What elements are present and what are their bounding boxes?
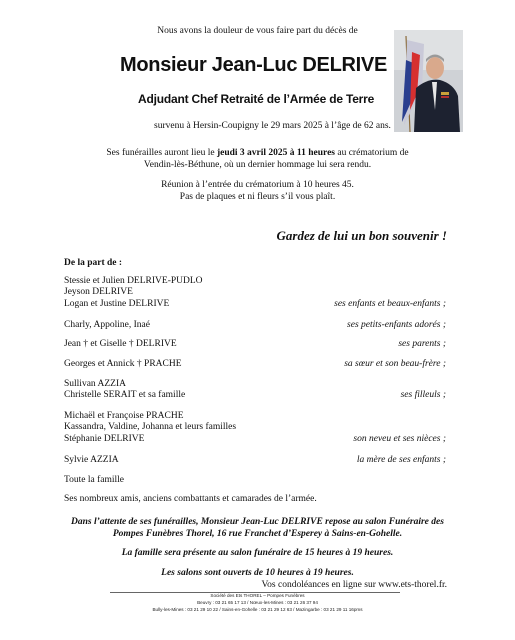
death-notice: survenu à Hersin-Coupigny le 29 mars 2025 à l’âge de 62 ans. [154, 121, 391, 131]
footer-phones-2: Bully-les-Mines : 03 21 29 10 22 / Sains-en-Gohelle : 03 21 29 12 63 / Mazingarbe : 03 21 29 11 16pms [152, 607, 363, 612]
family-group-sister: Georges et Annick † PRACHE sa sœur et son beau-frère ; [64, 359, 446, 369]
family-group-grandchildren: Charly, Appoline, Inaé ses petits-enfants adorés ; [64, 320, 446, 330]
salon-notice: Dans l’attente de ses funérailles, Monsieur Jean-Luc DELRIVE repose au salon Funéraire des Pompes Funèbres Thorel, 16 rue Franchet d’Esperey à Sains-en-Gohelle. [71, 517, 444, 539]
family-group-parents: Jean † et Giselle † DELRIVE ses parents ; [64, 339, 446, 349]
deceased-rank: Adjudant Chef Retraité de l’Armée de Terre [138, 92, 375, 106]
family-group-mother: Sylvie AZZIA la mère de ses enfants ; [64, 455, 446, 465]
relation-label: sa sœur et son beau-frère ; [344, 359, 446, 369]
relation-label: la mère de ses enfants ; [356, 455, 446, 465]
intro-text: Nous avons la douleur de vous faire part du décès de [157, 26, 358, 36]
from-heading: De la part de : [64, 258, 123, 268]
reunion-line-1: Réunion à l’entrée du crématorium à 10 heures 45. [161, 180, 354, 190]
family-presence: La famille sera présente au salon funéraire de 15 heures à 19 heures. [121, 548, 394, 558]
funeral-line-1: Ses funérailles auront lieu le jeudi 3 avril 2025 à 11 heures au crématorium de [106, 148, 409, 158]
funeral-date: jeudi 3 avril 2025 à 11 heures [216, 148, 335, 158]
family-group-nephews: Michaël et Françoise PRACHE Kassandra, Valdine, Johanna et leurs familles Stéphanie DELRIVE son neveu et ses nièces ; [64, 411, 446, 444]
deceased-name: Monsieur Jean-Luc DELRIVE [120, 54, 387, 76]
whole-family: Toute la famille [64, 475, 125, 485]
salon-hours: Les salons sont ouverts de 10 heures à 19 heures. [161, 568, 354, 578]
family-group-children: Stessie et Julien DELRIVE-PUDLO Jeyson DELRIVE Logan et Justine DELRIVE ses enfants et beaux-enfants ; [64, 276, 446, 309]
relation-label: ses petits-enfants adorés ; [347, 320, 446, 330]
footer-phones-1: Beuvry : 03 21 65 17 13 / Nœux-les-Mines : 03 21 26 37 94 [197, 600, 318, 605]
relation-label: ses enfants et beaux-enfants ; [334, 298, 446, 309]
relation-label: ses filleuls ; [400, 390, 446, 401]
condolences-link[interactable]: Vos condoléances en ligne sur www.ets-thorel.fr. [261, 580, 447, 590]
footer-company: Société des Ets THOREL – Pompes Funèbres [210, 593, 305, 598]
souvenir-quote: Gardez de lui un bon souvenir ! [276, 228, 447, 243]
family-group-godchildren: Sullivan AZZIA Christelle SERAIT et sa famille ses filleuls ; [64, 379, 446, 401]
relation-label: ses parents ; [398, 339, 446, 349]
funeral-line-2: Vendin-lès-Béthune, où un dernier hommage lui sera rendu. [143, 159, 372, 170]
friends-line: Ses nombreux amis, anciens combattants et camarades de l’armée. [64, 494, 317, 504]
funeral-details [60, 148, 455, 171]
relation-label: son neveu et ses nièces ; [353, 433, 446, 444]
reunion-line-2: Pas de plaques et ni fleurs s’il vous plaît. [179, 191, 336, 202]
portrait-photo [394, 30, 463, 132]
reunion-details [60, 180, 455, 203]
